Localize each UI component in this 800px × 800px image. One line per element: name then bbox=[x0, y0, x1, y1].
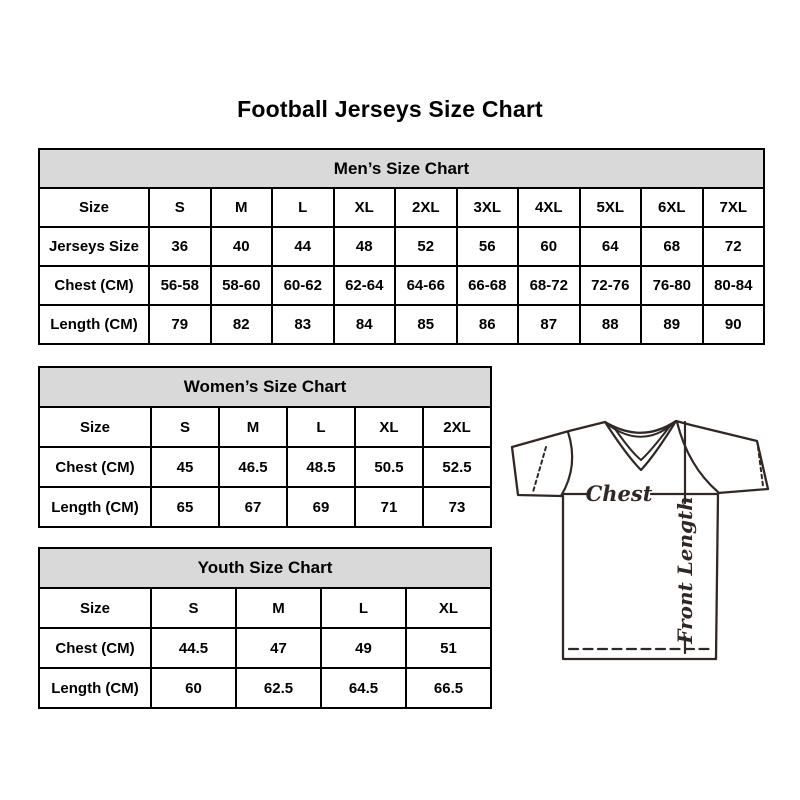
row-label-cell: Chest (CM) bbox=[39, 447, 151, 487]
value-cell: 50.5 bbox=[355, 447, 423, 487]
value-cell: 51 bbox=[406, 628, 491, 668]
value-cell: 79 bbox=[149, 305, 211, 344]
value-cell: 58-60 bbox=[211, 266, 273, 305]
value-cell: 36 bbox=[149, 227, 211, 266]
value-cell: 86 bbox=[457, 305, 519, 344]
table-row bbox=[39, 487, 491, 527]
value-cell: 62.5 bbox=[236, 668, 321, 708]
table-row bbox=[39, 668, 491, 708]
value-cell: 72-76 bbox=[580, 266, 642, 305]
value-cell: 72 bbox=[703, 227, 765, 266]
table-header-row bbox=[39, 367, 491, 407]
value-cell: 60 bbox=[151, 668, 236, 708]
row-label-cell: Chest (CM) bbox=[39, 266, 149, 305]
youth-size-table bbox=[38, 547, 492, 709]
value-cell: 89 bbox=[641, 305, 703, 344]
value-cell: 69 bbox=[287, 487, 355, 527]
value-cell: 88 bbox=[580, 305, 642, 344]
table-row bbox=[39, 266, 764, 305]
row-label-cell: Length (CM) bbox=[39, 668, 151, 708]
value-cell: S bbox=[149, 188, 211, 227]
table-header-row bbox=[39, 149, 764, 188]
value-cell: M bbox=[219, 407, 287, 447]
value-cell: 76-80 bbox=[641, 266, 703, 305]
value-cell: L bbox=[272, 188, 334, 227]
value-cell: S bbox=[151, 407, 219, 447]
value-cell: 87 bbox=[518, 305, 580, 344]
value-cell: 90 bbox=[703, 305, 765, 344]
value-cell: 5XL bbox=[580, 188, 642, 227]
table-row bbox=[39, 407, 491, 447]
value-cell: 62-64 bbox=[334, 266, 396, 305]
value-cell: 83 bbox=[272, 305, 334, 344]
value-cell: 48.5 bbox=[287, 447, 355, 487]
row-label-cell: Chest (CM) bbox=[39, 628, 151, 668]
value-cell: 66.5 bbox=[406, 668, 491, 708]
value-cell: L bbox=[287, 407, 355, 447]
table-row bbox=[39, 447, 491, 487]
jersey-outline bbox=[512, 421, 768, 659]
value-cell: 45 bbox=[151, 447, 219, 487]
value-cell: 52.5 bbox=[423, 447, 491, 487]
mens-table-header: Men’s Size Chart bbox=[39, 149, 764, 188]
value-cell: 44 bbox=[272, 227, 334, 266]
youth-table-header: Youth Size Chart bbox=[39, 548, 491, 588]
value-cell: 66-68 bbox=[457, 266, 519, 305]
jersey-measurement-diagram bbox=[505, 398, 780, 683]
value-cell: XL bbox=[355, 407, 423, 447]
table-row bbox=[39, 188, 764, 227]
value-cell: 44.5 bbox=[151, 628, 236, 668]
value-cell: 68 bbox=[641, 227, 703, 266]
value-cell: L bbox=[321, 588, 406, 628]
page-title: Football Jerseys Size Chart bbox=[237, 96, 543, 122]
value-cell: 6XL bbox=[641, 188, 703, 227]
row-label-cell: Length (CM) bbox=[39, 487, 151, 527]
value-cell: 84 bbox=[334, 305, 396, 344]
front-length-label: Front Length bbox=[673, 496, 697, 644]
value-cell: 64.5 bbox=[321, 668, 406, 708]
value-cell: 71 bbox=[355, 487, 423, 527]
value-cell: 56 bbox=[457, 227, 519, 266]
jersey-icon bbox=[505, 398, 780, 683]
row-label-cell: Jerseys Size bbox=[39, 227, 149, 266]
value-cell: 60 bbox=[518, 227, 580, 266]
value-cell: XL bbox=[406, 588, 491, 628]
value-cell: 64 bbox=[580, 227, 642, 266]
value-cell: 3XL bbox=[457, 188, 519, 227]
value-cell: M bbox=[236, 588, 321, 628]
value-cell: 2XL bbox=[423, 407, 491, 447]
table-row bbox=[39, 628, 491, 668]
row-label-cell: Length (CM) bbox=[39, 305, 149, 344]
value-cell: 67 bbox=[219, 487, 287, 527]
value-cell: 56-58 bbox=[149, 266, 211, 305]
value-cell: 47 bbox=[236, 628, 321, 668]
value-cell: 85 bbox=[395, 305, 457, 344]
table-header-row bbox=[39, 548, 491, 588]
value-cell: 7XL bbox=[703, 188, 765, 227]
row-label-cell: Size bbox=[39, 188, 149, 227]
table-row bbox=[39, 305, 764, 344]
value-cell: 64-66 bbox=[395, 266, 457, 305]
womens-size-table bbox=[38, 366, 492, 528]
value-cell: S bbox=[151, 588, 236, 628]
row-label-cell: Size bbox=[39, 407, 151, 447]
value-cell: 52 bbox=[395, 227, 457, 266]
mens-size-table bbox=[38, 148, 765, 345]
value-cell: M bbox=[211, 188, 273, 227]
value-cell: 4XL bbox=[518, 188, 580, 227]
value-cell: 65 bbox=[151, 487, 219, 527]
row-label-cell: Size bbox=[39, 588, 151, 628]
value-cell: 60-62 bbox=[272, 266, 334, 305]
womens-table-header: Women’s Size Chart bbox=[39, 367, 491, 407]
value-cell: 46.5 bbox=[219, 447, 287, 487]
value-cell: 2XL bbox=[395, 188, 457, 227]
value-cell: 80-84 bbox=[703, 266, 765, 305]
value-cell: 82 bbox=[211, 305, 273, 344]
table-row bbox=[39, 227, 764, 266]
value-cell: 68-72 bbox=[518, 266, 580, 305]
value-cell: XL bbox=[334, 188, 396, 227]
value-cell: 73 bbox=[423, 487, 491, 527]
table-row bbox=[39, 588, 491, 628]
value-cell: 49 bbox=[321, 628, 406, 668]
chest-label: Chest bbox=[585, 481, 653, 506]
value-cell: 48 bbox=[334, 227, 396, 266]
value-cell: 40 bbox=[211, 227, 273, 266]
